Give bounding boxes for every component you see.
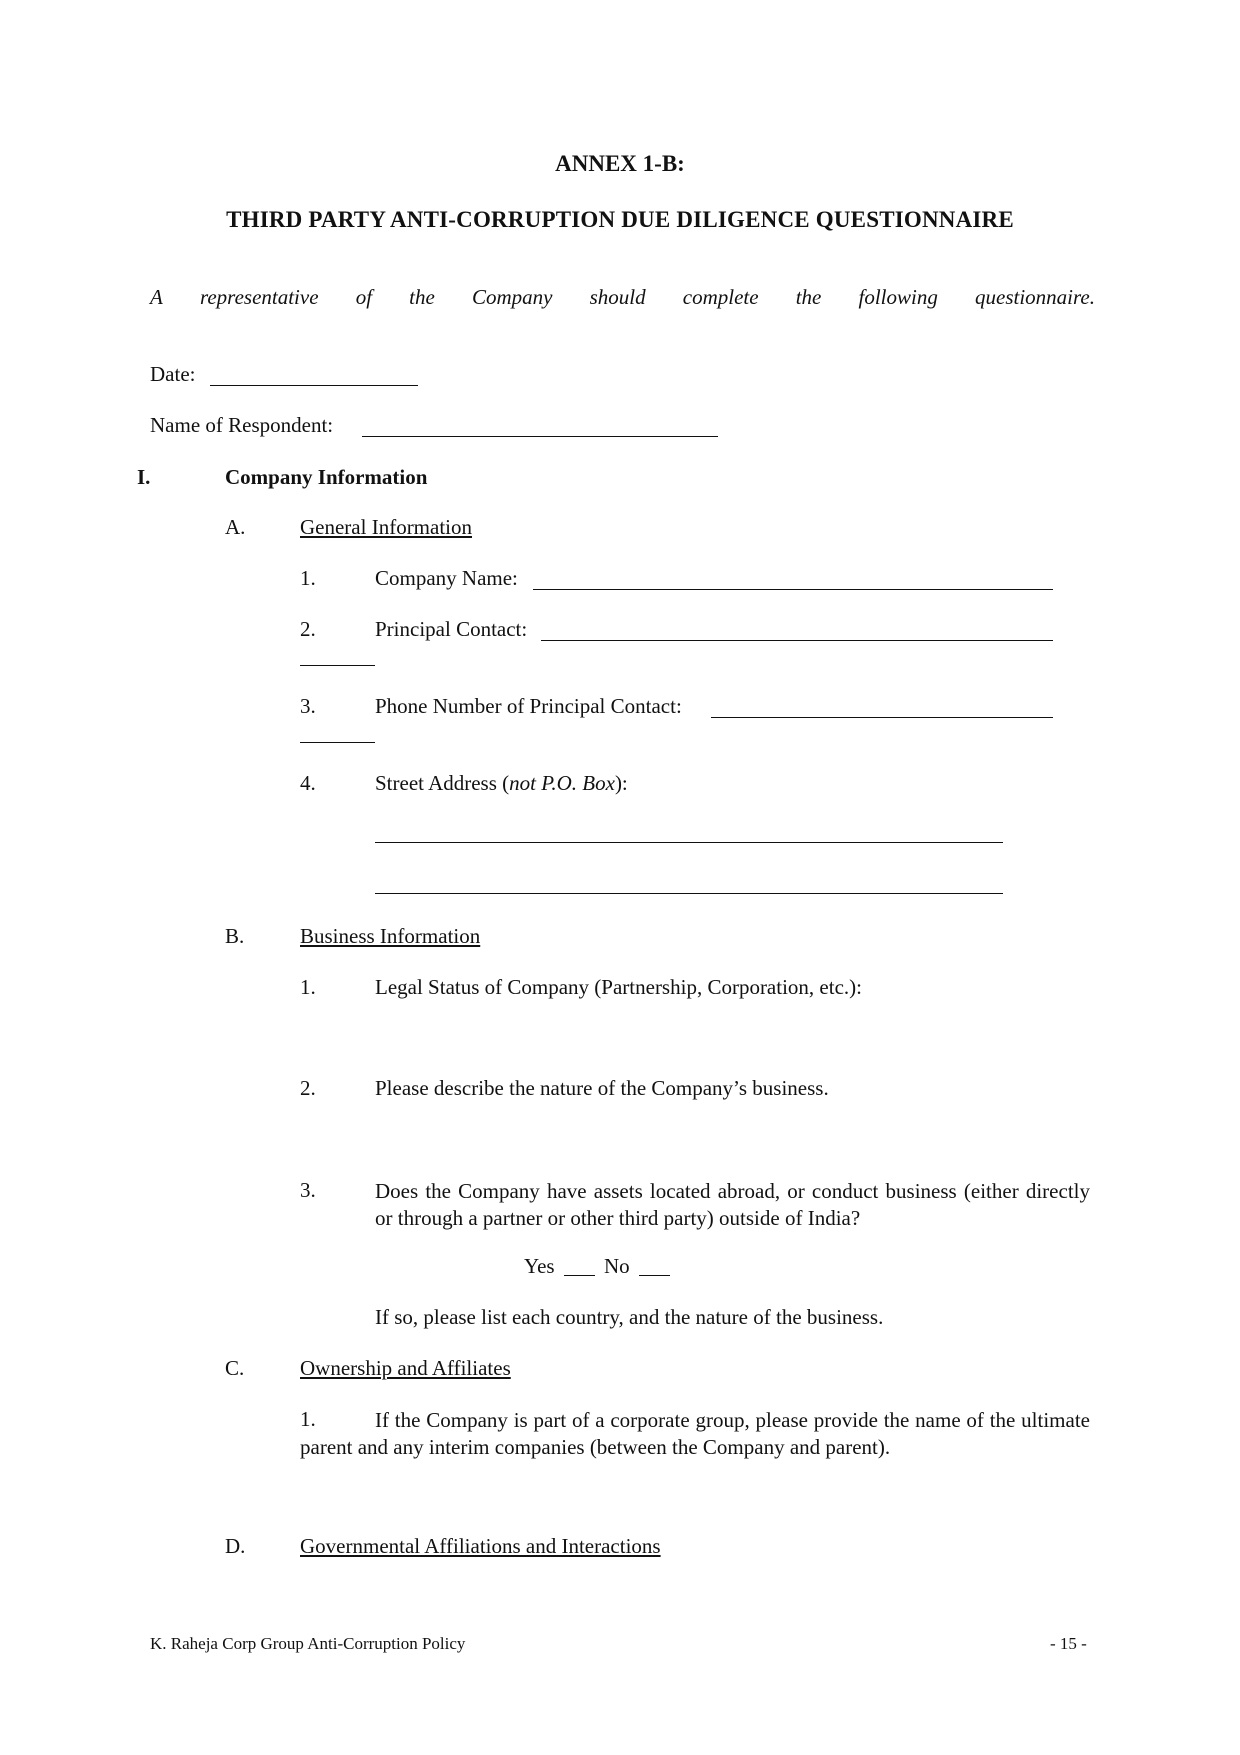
- phone-field-cont[interactable]: [300, 742, 375, 743]
- intro-word: of: [355, 285, 373, 309]
- item-number: 2.: [300, 1076, 316, 1100]
- abroad-followup: If so, please list each country, and the nature of the business.: [375, 1305, 884, 1329]
- company-name-field[interactable]: [533, 589, 1053, 590]
- subsection-letter-c: C.: [225, 1356, 245, 1380]
- no-label: No: [604, 1254, 630, 1278]
- assets-abroad-question: Does the Company have assets located abroad, or conduct business (either directly or through a partner or other third party) outside of India?: [375, 1179, 1090, 1230]
- item-number: 1.: [300, 975, 316, 999]
- intro-word: the: [795, 285, 822, 309]
- item-number: 1.: [300, 1407, 316, 1431]
- street-address-field-1[interactable]: [375, 842, 1003, 843]
- item-number: 1.: [300, 566, 316, 590]
- street-address-label: [375, 771, 628, 796]
- intro-word: should: [589, 285, 646, 309]
- intro-word: representative: [199, 285, 319, 309]
- street-address-label-text: Street Address (: [375, 771, 510, 795]
- item-number: 2.: [300, 617, 316, 641]
- subsection-title-business: Business Information: [300, 924, 481, 948]
- item-number: 3.: [300, 1178, 316, 1202]
- principal-contact-field[interactable]: [541, 640, 1053, 641]
- subsection-title-ownership: Ownership and Affiliates: [300, 1356, 511, 1380]
- item-number: 3.: [300, 694, 316, 718]
- subsection-letter-a: A.: [225, 515, 246, 539]
- intro-word: following: [858, 285, 938, 309]
- intro-word: questionnaire.: [975, 285, 1095, 309]
- street-address-field-2[interactable]: [375, 893, 1003, 894]
- nature-of-business-question: Please describe the nature of the Company’s business.: [375, 1076, 829, 1100]
- footer-policy-name: K. Raheja Corp Group Anti-Corruption Policy: [150, 1634, 466, 1653]
- document-title: THIRD PARTY ANTI-CORRUPTION DUE DILIGENCE QUESTIONNAIRE: [226, 207, 1014, 232]
- intro-word: A: [150, 285, 163, 309]
- corporate-group-question-text: If the Company is part of a corporate group, please provide the name of the ultimate parent and any interim companies (between the Company and parent).: [300, 1408, 1090, 1459]
- legal-status-question: Legal Status of Company (Partnership, Corporation, etc.):: [375, 975, 862, 999]
- item-number: 4.: [300, 771, 316, 795]
- date-label: Date:: [150, 362, 196, 386]
- corporate-group-question: [300, 1407, 1090, 1460]
- company-name-label: Company Name:: [375, 566, 518, 590]
- intro-word: the: [409, 285, 435, 309]
- street-address-label-close: ):: [614, 771, 628, 795]
- intro-sentence: [150, 285, 1095, 310]
- respondent-label: Name of Respondent:: [150, 413, 334, 437]
- phone-label: Phone Number of Principal Contact:: [375, 694, 682, 718]
- principal-contact-field-cont[interactable]: [300, 665, 375, 666]
- page-number: - 15 -: [1050, 1634, 1087, 1653]
- subsection-letter-d: D.: [225, 1534, 246, 1558]
- annex-heading: ANNEX 1-B:: [555, 151, 685, 176]
- yes-checkbox-line[interactable]: [564, 1275, 595, 1276]
- yes-label: Yes: [524, 1254, 555, 1278]
- subsection-title-general: General Information: [300, 515, 473, 539]
- no-checkbox-line[interactable]: [639, 1275, 670, 1276]
- intro-word: complete: [682, 285, 759, 309]
- section-number: I.: [137, 465, 151, 489]
- date-field[interactable]: [210, 385, 418, 386]
- phone-field[interactable]: [711, 717, 1053, 718]
- subsection-title-governmental: Governmental Affiliations and Interactions: [300, 1534, 661, 1558]
- section-title: Company Information: [225, 465, 428, 489]
- subsection-letter-b: B.: [225, 924, 245, 948]
- intro-word: Company: [471, 285, 553, 309]
- respondent-field[interactable]: [362, 436, 718, 437]
- street-address-label-note: not P.O. Box: [509, 771, 615, 795]
- principal-contact-label: Principal Contact:: [375, 617, 528, 641]
